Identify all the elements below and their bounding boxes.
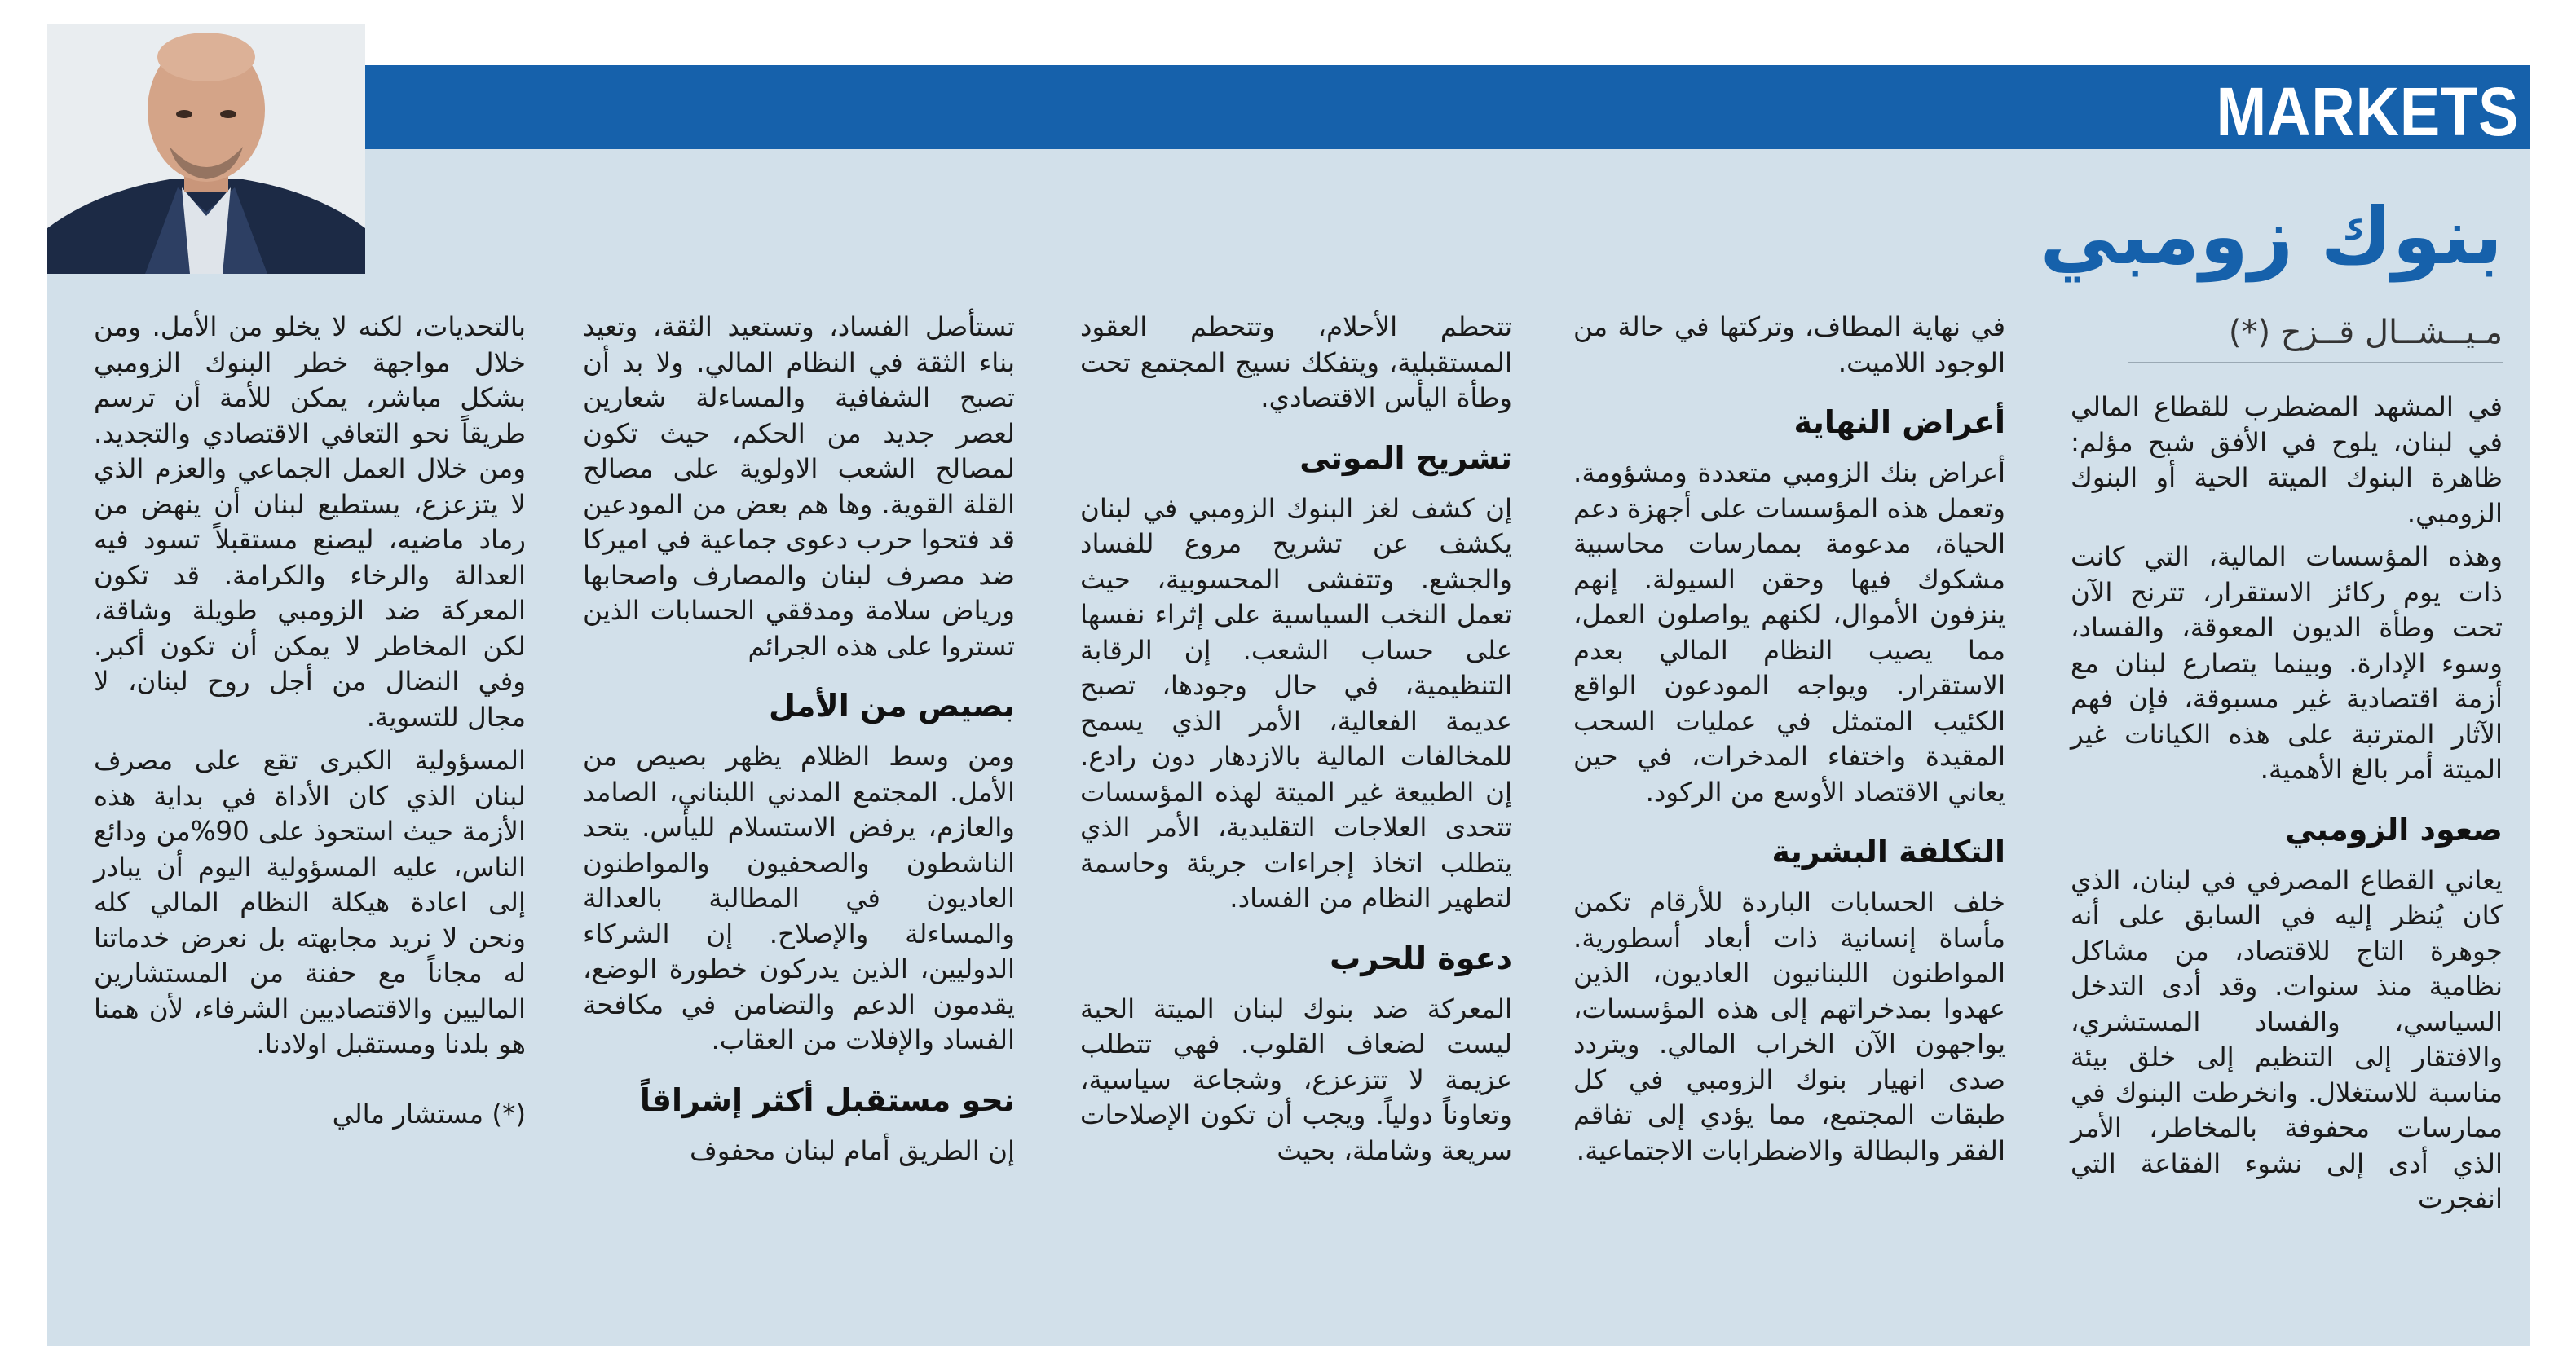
paragraph: خلف الحسابات الباردة للأرقام تكمن مأساة إنسانية ذات أبعاد أسطورية. المواطنون اللبنانيون العاديون، الذين عهدوا بمدخراتهم إلى هذه المؤسسات، يواجهون الآن الخراب المالي. ويتردد صدى انهيار بنوك الزومبي في كل طبقات المجتمع، مما يؤدي إلى تفاقم الفقر والبطالة والاضطرابات الاجتماعية. [1573,887,2005,1166]
column-5 [94,310,526,1140]
section-band [47,65,2530,149]
subheading: التكلفة البشرية [1771,834,2005,870]
author-footnote: (*) مستشار مالي [332,1098,526,1130]
paragraph: يعاني القطاع المصرفي في لبنان، الذي كان يُنظر إليه في السابق على أنه جوهرة التاج للاقتصاد، من مشاكل نظامية منذ سنوات. وقد أدى التدخل السياسي، والفساد المستشري، والافتقار إلى التنظيم إلى خلق بيئة مناسبة للاستغلال. وانخرطت البنوك في ممارسات محفوفة بالمخاطر، الأمر الذي أدى إلى نشوء الفقاعة التي انفجرت [2071,864,2503,1214]
author-photo [47,24,365,274]
column-2 [1573,310,2005,1177]
paragraph: وهذه المؤسسات المالية، التي كانت ذات يوم ركائز الاستقرار، تترنح الآن تحت وطأة الديون المعوقة، والفساد، وسوء الإدارة. وبينما يتصارع لبنان مع أزمة اقتصادية غير مسبوقة، فإن فهم الآثار المترتبة على هذه الكيانات غير الميتة أمر بالغ الأهمية. [2071,541,2503,785]
author-byline: مـيــشــال قــزح (*) [2128,310,2503,363]
subheading: بصيص من الأمل [768,688,1015,724]
column-4 [583,310,1015,1177]
paragraph: إن الطريق أمام لبنان محفوف [690,1134,1015,1166]
paragraph: تستأصل الفساد، وتستعيد الثقة، وتعيد بناء الثقة في النظام المالي. ولا بد أن تصبح الشفافية والمساءلة شعارين لعصر جديد من الحكم، حيث تكون لمصالح الشعب الاولوية على مصالح القلة القوية. وها هم بعض من المودعين قد فتحوا حرب دعوى جماعية في اميركا ضد مصرف لبنان والمصارف واصحابها ورياض سلامة ومدققي الحسابات الذين تستروا على هذه الجرائم [583,311,1015,662]
article-headline: بنوك زومبي [2040,191,2503,282]
paragraph: ومن وسط الظلام يظهر بصيص من الأمل. المجتمع المدني اللبناني، الصامد والعازم، يرفض الاستسلام لليأس. يتحد الناشطون والصحفيون والمواطنون العاديون في المطالبة بالعدالة والمساءلة والإصلاح. إن الشركاء الدوليين، الذين يدركون خطورة الوضع، يقدمون الدعم والتضامن في مكافحة الفساد والإفلات من العقاب. [583,741,1015,1055]
column-3 [1080,310,1512,1177]
paragraph: أعراض بنك الزومبي متعددة ومشؤومة. وتعمل هذه المؤسسات على أجهزة دعم الحياة، مدعومة بممارسات محاسبية مشكوك فيها وحقن السيولة. إنهم ينزفون الأموال، لكنهم يواصلون العمل، مما يصيب النظام المالي بعدم الاستقرار. ويواجه المودعون الواقع الكئيب المتمثل في عمليات السحب المقيدة واختفاء المدخرات، في حين يعاني الاقتصاد الأوسع من الركود. [1573,457,2005,808]
paragraph: بالتحديات، لكنه لا يخلو من الأمل. ومن خلال مواجهة خطر البنوك الزومبي بشكل مباشر، يمكن للأمة أن ترسم طريقاً نحو التعافي الاقتصادي والتجديد. ومن خلال العمل الجماعي والعزم الذي لا يتزعزع، يستطيع لبنان أن ينهض من رماد ماضيه، ليصنع مستقبلاً تسود فيه العدالة والرخاء والكرامة. قد تكون المعركة ضد الزومبي طويلة وشاقة، لكن المخاطر لا يمكن أن تكون أكبر. وفي النضال من أجل روح لبنان، لا مجال للتسوية. [94,311,526,733]
paragraph: المعركة ضد بنوك لبنان الميتة الحية ليست لضعاف القلوب. فهي تتطلب عزيمة لا تتزعزع، وشجاعة سياسية، وتعاوناً دولياً. ويجب أن تكون الإصلاحات سريعة وشاملة، بحيث [1080,993,1512,1166]
paragraph: المسؤولية الكبرى تقع على مصرف لبنان الذي كان الأداة في بداية هذه الأزمة حيث استحوذ على 90%من ودائع الناس، عليه المسؤولية اليوم أن يبادر إلى اعادة هيكلة النظام المالي كله ونحن لا نريد مجابهته بل نعرض خدماتنا له مجاناً مع حفنة من المستشارين الماليين والاقتصاديين الشرفاء، لأن همنا هو بلدنا ومستقبل اولادنا. [94,745,526,1059]
subheading: نحو مستقبل أكثر إشراقاً [639,1081,1015,1118]
subheading: دعوة للحرب [1330,940,1512,976]
subheading: تشريح الموتى [1299,439,1512,476]
subheading: أعراض النهاية [1793,404,2005,440]
paragraph: تتحطم الأحلام، وتتحطم العقود المستقبلية، ويتفكك نسيج المجتمع تحت وطأة اليأس الاقتصادي. [1080,311,1512,413]
paragraph: إن كشف لغز البنوك الزومبي في لبنان يكشف عن تشريح مروع للفساد والجشع. وتتفشى المحسوبية، حيث تعمل النخب السياسية على إثراء نفسها على حساب الشعب. إن الرقابة التنظيمية، في حال وجودها، تصبح عديمة الفعالية، الأمر الذي يسمح للمخالفات المالية بالازدهار دون رادع. إن الطبيعة غير الميتة لهذه المؤسسات تتحدى العلاجات التقليدية، الأمر الذي يتطلب اتخاذ إجراءات جريئة وحاسمة لتطهير النظام من الفساد. [1080,492,1512,914]
author-portrait-image [47,24,365,274]
subheading: صعود الزومبي [2285,811,2503,848]
paragraph: في المشهد المضطرب للقطاع المالي في لبنان، يلوح في الأفق شبح مؤلم: ظاهرة البنوك الميتة الحية أو البنوك الزومبي. [2071,391,2503,529]
column-1 [2071,390,2503,1226]
section-label: MARKETS [2216,73,2519,150]
paragraph: في نهاية المطاف، وتركتها في حالة من الوجود اللاميت. [1573,311,2005,378]
